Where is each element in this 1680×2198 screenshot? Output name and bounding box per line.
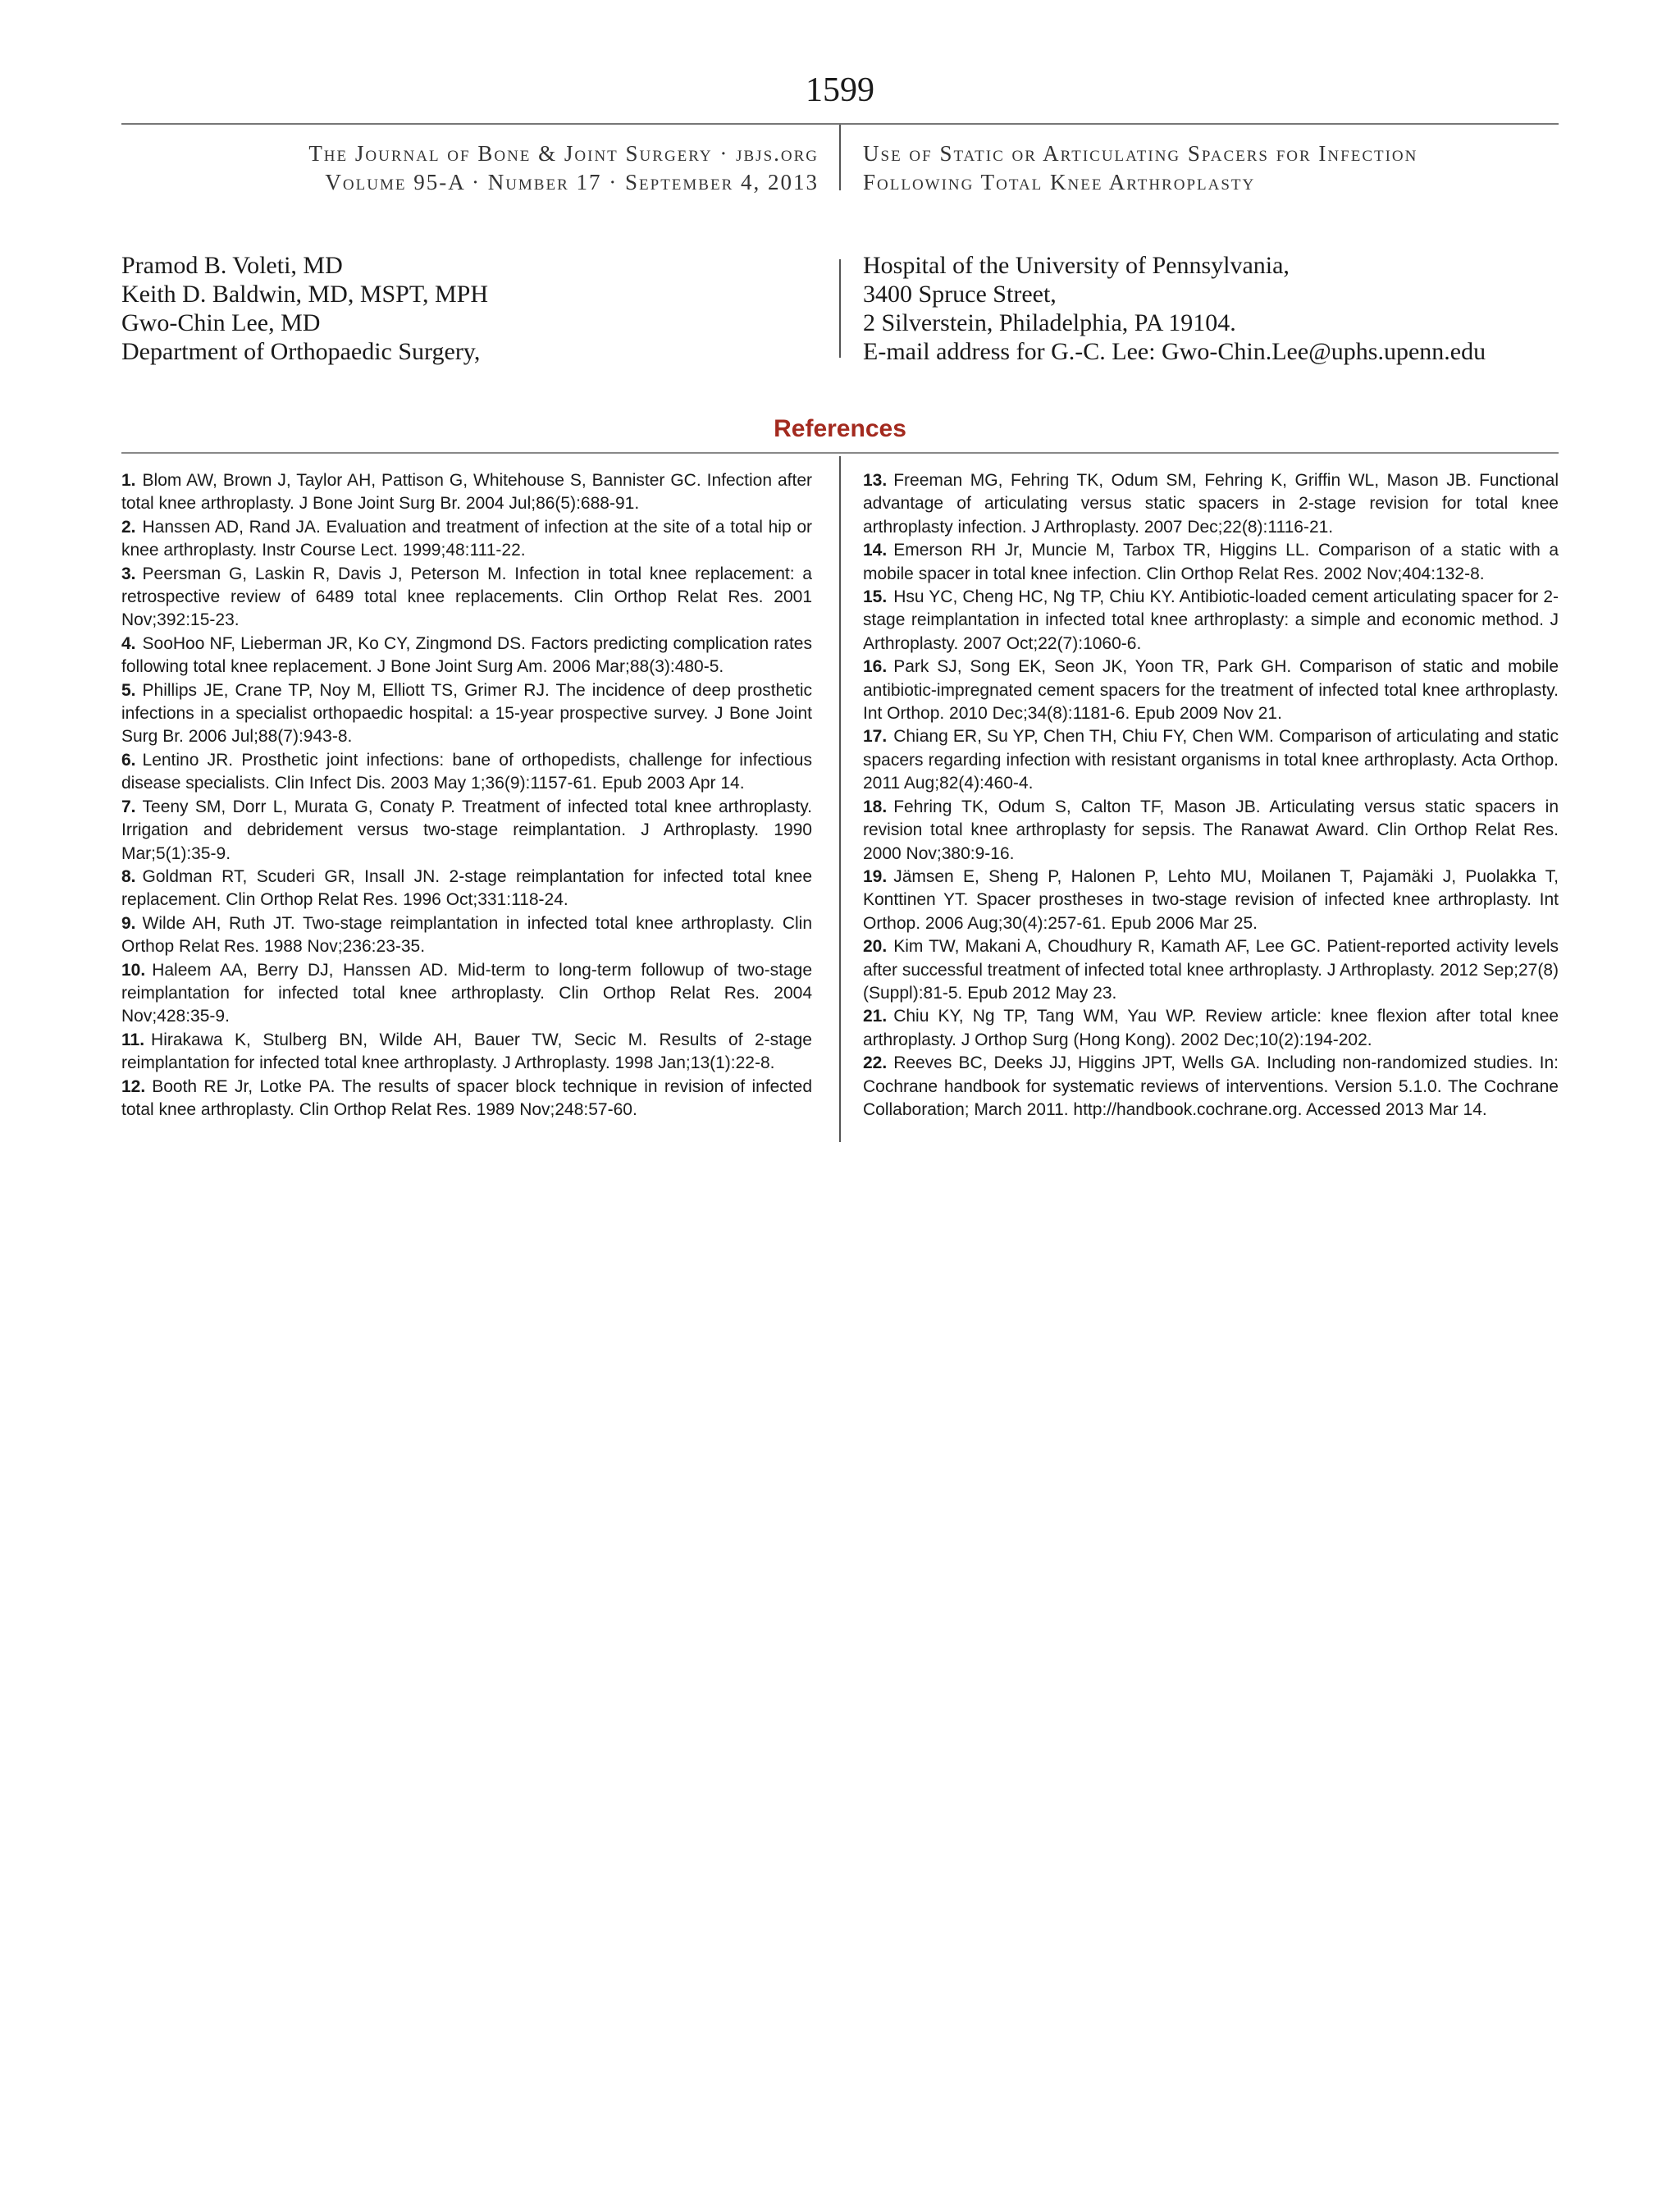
- reference-number: 6.: [121, 750, 136, 770]
- reference-number: 5.: [121, 680, 136, 700]
- reference-number: 9.: [121, 913, 136, 933]
- reference-text: Phillips JE, Crane TP, Noy M, Elliott TS, Grimer RJ. The incidence of deep prosthetic infections in a specialist orthopaedic hospital: a 15-year prospective survey. J Bone Joint Surg Br. 2006 Jul;88(7):943-8.: [121, 680, 812, 747]
- reference-text: Peersman G, Laskin R, Davis J, Peterson M. Infection in total knee replacement: a retrospective review of 6489 total knee replacements. Clin Orthop Relat Res. 2001 Nov;392:15-23.: [121, 564, 812, 630]
- reference-item: [121, 469, 812, 516]
- reference-number: 14.: [863, 541, 888, 560]
- reference-number: 18.: [863, 797, 888, 816]
- reference-item: [121, 866, 812, 912]
- reference-text: Kim TW, Makani A, Choudhury R, Kamath AF, Lee GC. Patient-reported activity levels after successful treatment of infected total knee arthroplasty. J Arthroplasty. 2012 Sep;27(8)(Suppl):81-5. Epub 2012 May 23.: [863, 937, 1559, 1003]
- reference-text: Lentino JR. Prosthetic joint infections: bane of orthopedists, challenge for infectious disease specialists. Clin Infect Dis. 2003 May 1;36(9):1157-61. Epub 2003 Apr 14.: [121, 750, 812, 793]
- author-line: Keith D. Baldwin, MD, MSPT, MPH: [121, 281, 488, 308]
- reference-item: [863, 469, 1559, 539]
- references-column-right: [863, 469, 1559, 1122]
- reference-number: 10.: [121, 960, 146, 980]
- article-title-line-1: Use of Static or Articulating Spacers for Infection: [863, 141, 1418, 166]
- running-head-journal: [308, 139, 819, 197]
- reference-text: Freeman MG, Fehring TK, Odum SM, Fehring K, Griffin WL, Mason JB. Functional advantage of articulating versus static spacers in 2-stage revision for total knee arthroplasty infection. J Arthroplasty. 2007 Dec;22(8):1116-21.: [863, 471, 1559, 537]
- reference-item: [121, 516, 812, 563]
- reference-item: [863, 656, 1559, 725]
- references-column-divider: [839, 456, 841, 1142]
- reference-number: 17.: [863, 727, 888, 747]
- reference-item: [121, 912, 812, 959]
- reference-item: [863, 1052, 1559, 1122]
- reference-number: 7.: [121, 797, 136, 816]
- reference-number: 13.: [863, 471, 888, 490]
- references-rule: [121, 452, 1559, 454]
- reference-text: Haleem AA, Berry DJ, Hanssen AD. Mid-term to long-term followup of two-stage reimplantation for infected total knee arthroplasty. Clin Orthop Relat Res. 2004 Nov;428:35-9.: [121, 960, 812, 1026]
- reference-item: [121, 749, 812, 796]
- reference-number: 4.: [121, 633, 136, 653]
- running-head-title: [863, 139, 1418, 197]
- reference-text: Emerson RH Jr, Muncie M, Tarbox TR, Higgins LL. Comparison of a static with a mobile spacer in total knee infection. Clin Orthop Relat Res. 2002 Nov;404:132-8.: [863, 541, 1559, 583]
- reference-number: 15.: [863, 587, 888, 607]
- reference-item: [863, 935, 1559, 1005]
- author-line: Pramod B. Voleti, MD: [121, 252, 343, 279]
- address-line: 2 Silverstein, Philadelphia, PA 19104.: [863, 309, 1236, 336]
- reference-item: [121, 796, 812, 866]
- journal-name-line: The Journal of Bone & Joint Surgery · jbjs.org: [308, 141, 819, 166]
- reference-text: Reeves BC, Deeks JJ, Higgins JPT, Wells GA. Including non-randomized studies. In: Cochrane handbook for systematic reviews of interventions. Version 5.1.0. The Cochrane Collaboration; March 2011. http://handbook.cochrane.org. Accessed 2013 Mar 14.: [863, 1053, 1559, 1119]
- reference-number: 16.: [863, 657, 888, 677]
- reference-number: 21.: [863, 1007, 888, 1026]
- journal-volume-line: Volume 95-A · Number 17 · September 4, 2013: [325, 170, 819, 194]
- reference-number: 1.: [121, 471, 136, 490]
- reference-text: Fehring TK, Odum S, Calton TF, Mason JB. Articulating versus static spacers in revision total knee arthroplasty for sepsis. The Ranawat Award. Clin Orthop Relat Res. 2000 Nov;380:9-16.: [863, 797, 1559, 863]
- header-divider: [839, 125, 841, 190]
- reference-text: Blom AW, Brown J, Taylor AH, Pattison G, Whitehouse S, Bannister GC. Infection after total knee arthroplasty. J Bone Joint Surg Br. 2004 Jul;86(5):688-91.: [121, 471, 812, 514]
- reference-text: Jämsen E, Sheng P, Halonen P, Lehto MU, Moilanen T, Pajamäki J, Puolakka T, Konttinen YT. Spacer prostheses in two-stage revision of infected knee arthroplasty. Int Orthop. 2006 Aug;30(4):257-61. Epub 2006 Mar 25.: [863, 866, 1559, 933]
- reference-number: 3.: [121, 564, 136, 583]
- reference-item: [121, 1029, 812, 1076]
- reference-text: Park SJ, Song EK, Seon JK, Yoon TR, Park GH. Comparison of static and mobile antibiotic-impregnated cement spacers for the treatment of infected total knee arthroplasty. Int Orthop. 2010 Dec;34(8):1181-6. Epub 2009 Nov 21.: [863, 657, 1559, 724]
- reference-text: Booth RE Jr, Lotke PA. The results of spacer block technique in revision of infected total knee arthroplasty. Clin Orthop Relat Res. 1989 Nov;248:57-60.: [121, 1076, 812, 1119]
- reference-item: [121, 563, 812, 633]
- references-heading: References: [774, 415, 906, 442]
- reference-text: Goldman RT, Scuderi GR, Insall JN. 2-stage reimplantation for infected total knee replacement. Clin Orthop Relat Res. 1996 Oct;331:118-24.: [121, 866, 812, 910]
- references-column-left: [121, 469, 812, 1122]
- reference-text: Wilde AH, Ruth JT. Two-stage reimplantation in infected total knee arthroplasty. Clin Orthop Relat Res. 1988 Nov;236:23-35.: [121, 913, 812, 957]
- reference-number: 11.: [121, 1030, 145, 1049]
- reference-item: [121, 959, 812, 1029]
- reference-item: [863, 539, 1559, 586]
- reference-item: [863, 1005, 1559, 1052]
- reference-number: 12.: [121, 1076, 146, 1096]
- reference-item: [121, 633, 812, 679]
- reference-item: [121, 679, 812, 749]
- address-line: 3400 Spruce Street,: [863, 281, 1057, 308]
- reference-item: [863, 586, 1559, 656]
- author-address: [863, 251, 1486, 366]
- reference-item: [121, 1076, 812, 1122]
- reference-text: Hsu YC, Cheng HC, Ng TP, Chiu KY. Antibiotic-loaded cement articulating spacer for 2-stage reimplantation in infected total knee arthroplasty: a simple and economic method. J Arthroplasty. 2007 Oct;22(7):1060-6.: [863, 587, 1559, 653]
- reference-number: 19.: [863, 866, 888, 886]
- author-list: [121, 251, 488, 366]
- reference-text: Chiu KY, Ng TP, Tang WM, Yau WP. Review article: knee flexion after total knee arthroplasty. J Orthop Surg (Hong Kong). 2002 Dec;10(2):194-202.: [863, 1007, 1559, 1049]
- reference-text: Chiang ER, Su YP, Chen TH, Chiu FY, Chen WM. Comparison of articulating and static spacers regarding infection with resistant organisms in total knee arthroplasty. Acta Orthop. 2011 Aug;82(4):460-4.: [863, 727, 1559, 793]
- reference-number: 2.: [121, 517, 136, 537]
- author-line: Department of Orthopaedic Surgery,: [121, 338, 481, 365]
- reference-number: 8.: [121, 866, 136, 886]
- reference-number: 20.: [863, 937, 888, 957]
- reference-text: Hanssen AD, Rand JA. Evaluation and treatment of infection at the site of a total hip or knee arthroplasty. Instr Course Lect. 1999;48:111-22.: [121, 517, 812, 560]
- article-title-line-2: Following Total Knee Arthroplasty: [863, 170, 1256, 194]
- reference-item: [863, 725, 1559, 795]
- reference-item: [863, 796, 1559, 866]
- address-email-line[interactable]: E-mail address for G.-C. Lee: Gwo-Chin.Lee@uphs.upenn.edu: [863, 338, 1486, 365]
- reference-item: [863, 866, 1559, 935]
- address-line: Hospital of the University of Pennsylvania,: [863, 252, 1290, 279]
- page-number: 1599: [806, 71, 874, 109]
- reference-number: 22.: [863, 1053, 888, 1073]
- author-line: Gwo-Chin Lee, MD: [121, 309, 321, 336]
- reference-text: SooHoo NF, Lieberman JR, Ko CY, Zingmond DS. Factors predicting complication rates following total knee replacement. J Bone Joint Surg Am. 2006 Mar;88(3):480-5.: [121, 633, 812, 677]
- reference-text: Hirakawa K, Stulberg BN, Wilde AH, Bauer TW, Secic M. Results of 2-stage reimplantation for infected total knee arthroplasty. J Arthroplasty. 1998 Jan;13(1):22-8.: [121, 1030, 812, 1073]
- address-divider: [839, 259, 841, 358]
- reference-text: Teeny SM, Dorr L, Murata G, Conaty P. Treatment of infected total knee arthroplasty. Irrigation and debridement versus two-stage reimplantation. J Arthroplasty. 1990 Mar;5(1):35-9.: [121, 797, 812, 863]
